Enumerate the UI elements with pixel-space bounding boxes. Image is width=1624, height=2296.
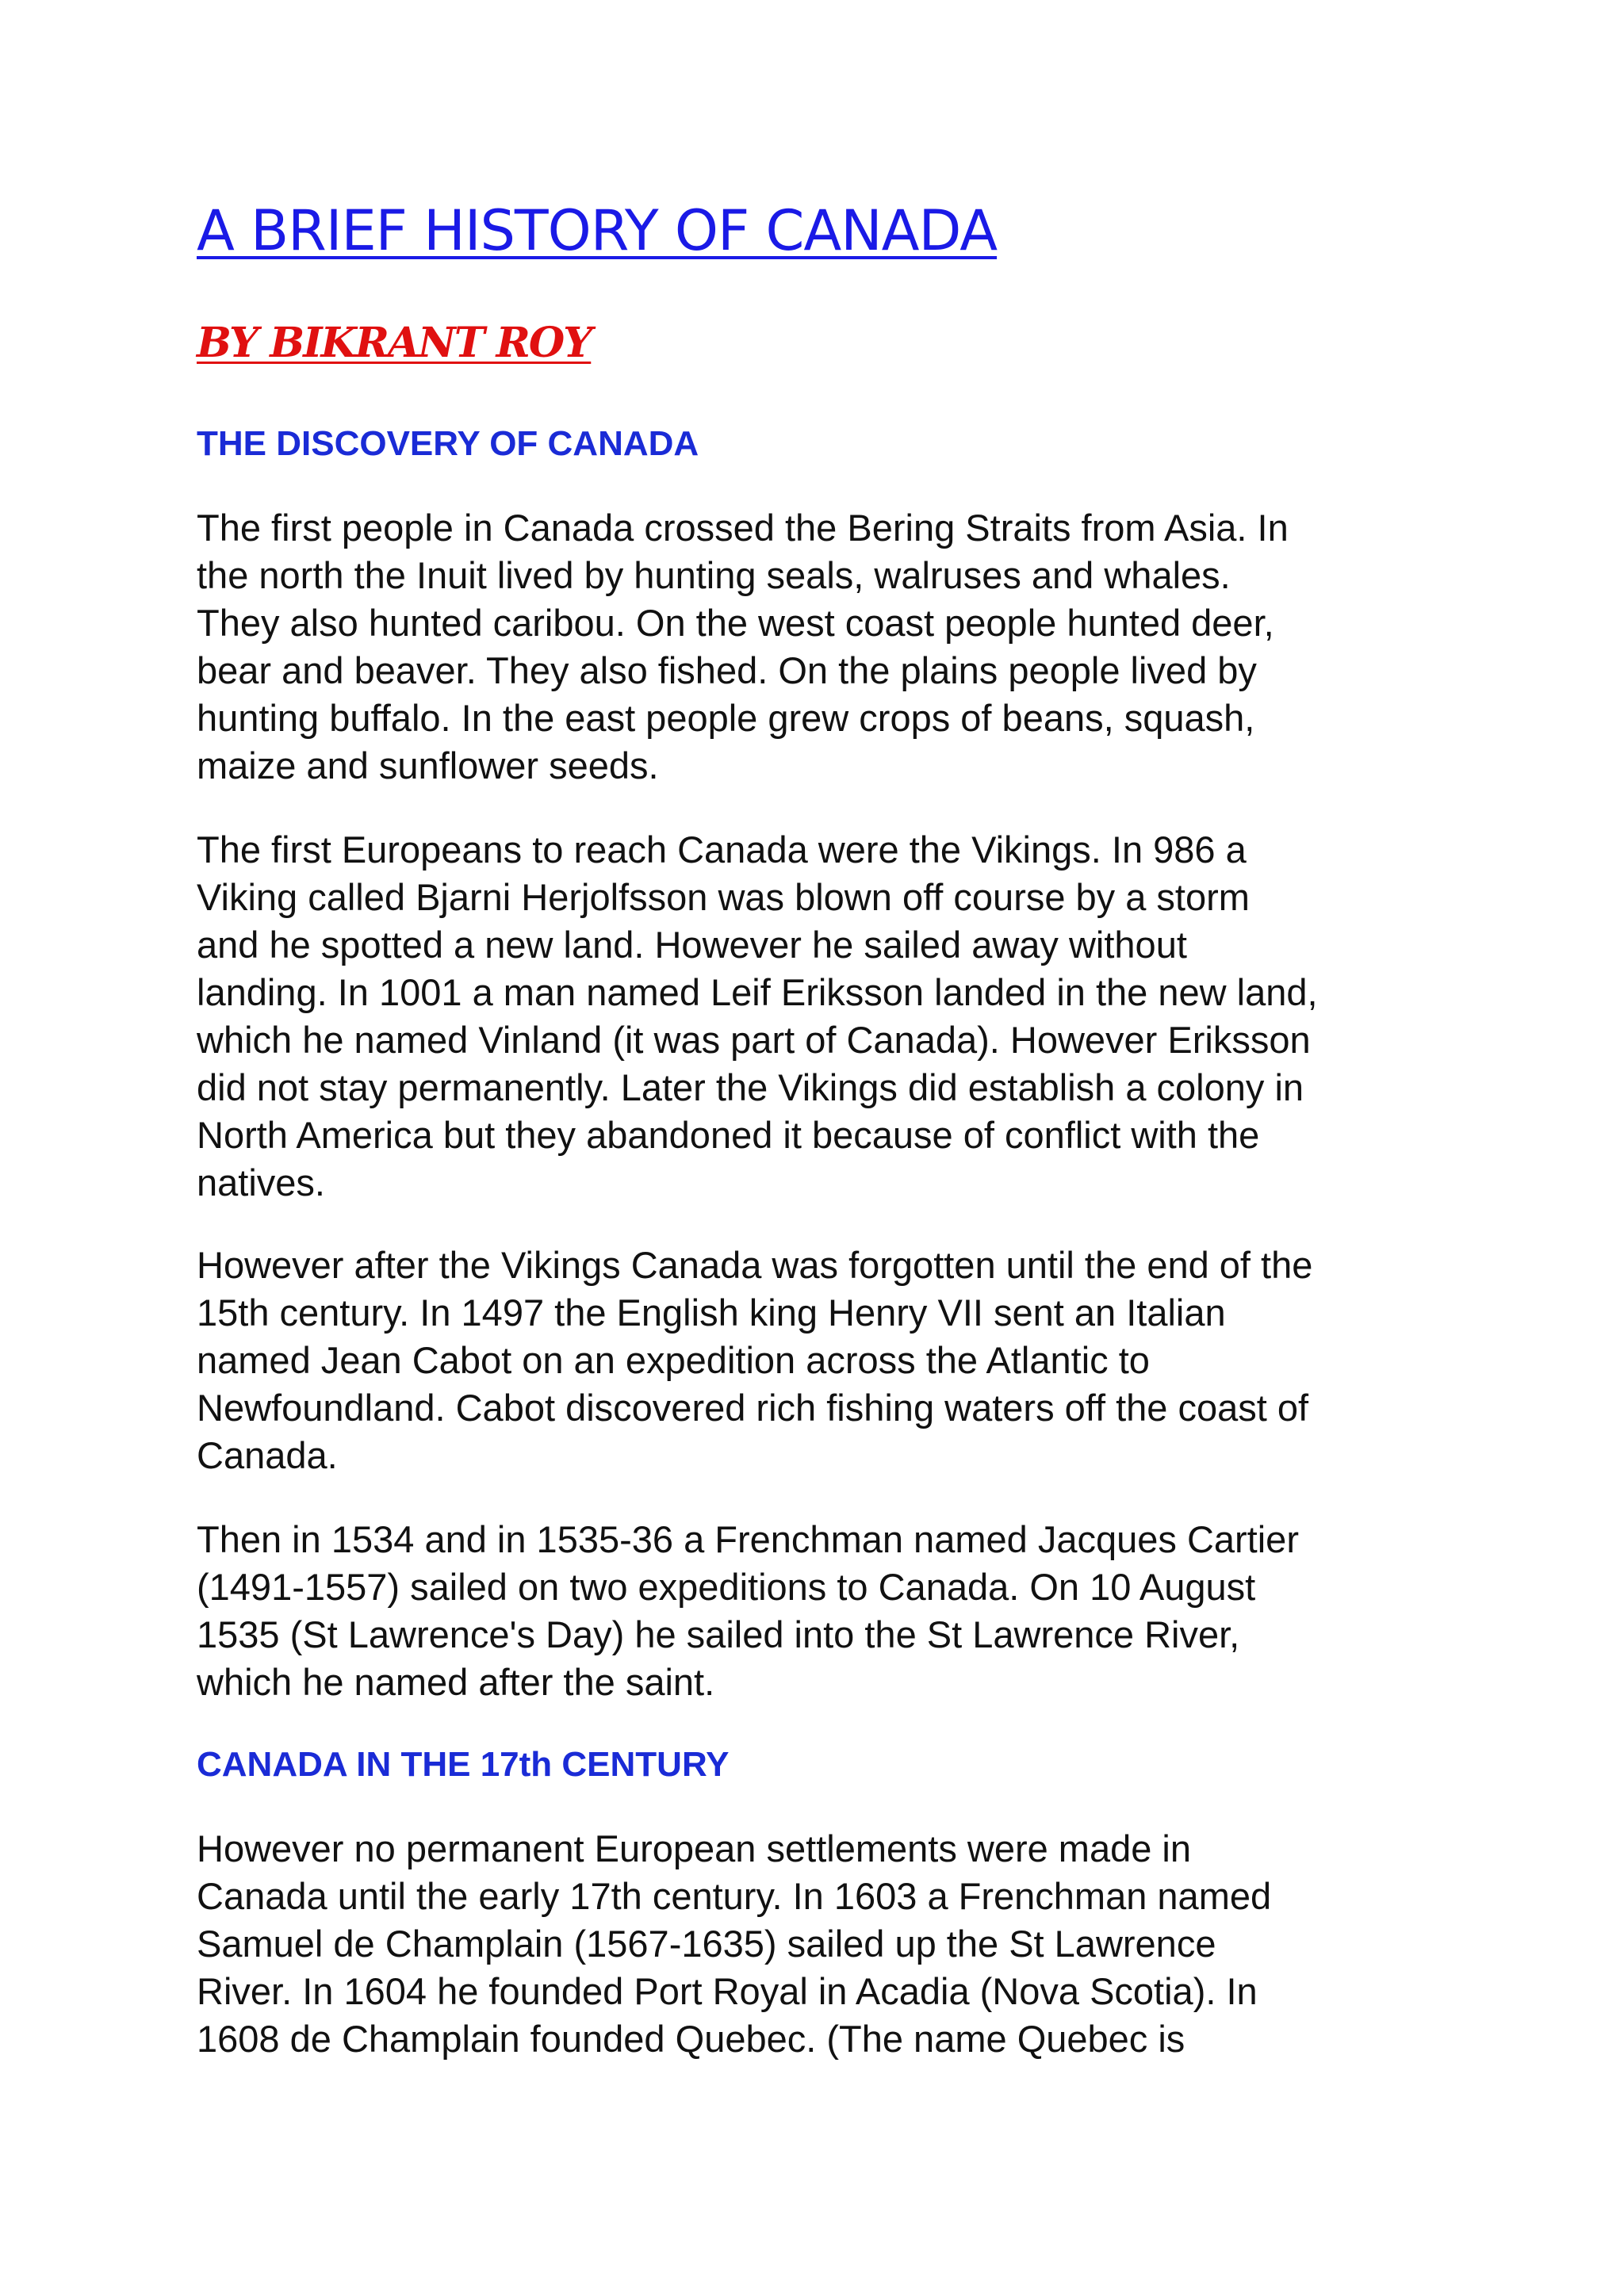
section-heading: CANADA IN THE 17th CENTURY <box>197 1745 730 1784</box>
document-title: A BRIEF HISTORY OF CANADA <box>197 198 998 263</box>
paragraph <box>197 1825 1434 2063</box>
text-line: landing. In 1001 a man named Leif Eriksson landed in the new land, <box>197 971 1318 1013</box>
text-line: Then in 1534 and in 1535-36 a Frenchman named Jacques Cartier <box>197 1518 1299 1560</box>
text-line: (1491-1557) sailed on two expeditions to Canada. On 10 August <box>197 1566 1256 1608</box>
text-line: North America but they abandoned it because of conflict with the <box>197 1114 1260 1156</box>
paragraph <box>197 1242 1434 1479</box>
text-line: which he named Vinland (it was part of Canada). However Eriksson <box>197 1019 1311 1061</box>
paragraph <box>197 1516 1434 1706</box>
document-page <box>197 0 1434 2296</box>
text-line: did not stay permanently. Later the Vikings did establish a colony in <box>197 1066 1304 1108</box>
author-byline: BY BIKRANT ROY <box>197 319 592 367</box>
text-line: 1535 (St Lawrence's Day) he sailed into the St Lawrence River, <box>197 1613 1240 1655</box>
text-line: River. In 1604 he founded Port Royal in Acadia (Nova Scotia). In <box>197 1970 1258 2012</box>
text-line: which he named after the saint. <box>197 1661 715 1703</box>
text-line: named Jean Cabot on an expedition across the Atlantic to <box>197 1339 1150 1381</box>
text-line: However after the Vikings Canada was forgotten until the end of the <box>197 1244 1313 1286</box>
text-line: The first people in Canada crossed the Bering Straits from Asia. In <box>197 507 1289 549</box>
paragraph <box>197 504 1434 790</box>
text-line: Viking called Bjarni Herjolfsson was blown off course by a storm <box>197 876 1250 918</box>
text-line: Samuel de Champlain (1567-1635) sailed up the St Lawrence <box>197 1923 1216 1965</box>
text-line: 15th century. In 1497 the English king Henry VII sent an Italian <box>197 1292 1226 1334</box>
text-line: However no permanent European settlements were made in <box>197 1827 1192 1869</box>
paragraph <box>197 826 1434 1207</box>
text-line: bear and beaver. They also fished. On the plains people lived by <box>197 649 1257 691</box>
text-line: Newfoundland. Cabot discovered rich fishing waters off the coast of <box>197 1387 1309 1429</box>
text-line: They also hunted caribou. On the west coast people hunted deer, <box>197 602 1274 644</box>
text-line: natives. <box>197 1161 325 1203</box>
text-line: Canada until the early 17th century. In 1603 a Frenchman named <box>197 1875 1272 1917</box>
text-line: The first Europeans to reach Canada were the Vikings. In 986 a <box>197 828 1247 871</box>
section-heading: THE DISCOVERY OF CANADA <box>197 424 699 463</box>
text-line: and he spotted a new land. However he sailed away without <box>197 924 1187 966</box>
text-line: Canada. <box>197 1434 338 1476</box>
text-line: maize and sunflower seeds. <box>197 744 659 786</box>
text-line: 1608 de Champlain founded Quebec. (The name Quebec is <box>197 2018 1185 2060</box>
text-line: hunting buffalo. In the east people grew crops of beans, squash, <box>197 697 1255 739</box>
text-line: the north the Inuit lived by hunting seals, walruses and whales. <box>197 554 1231 596</box>
